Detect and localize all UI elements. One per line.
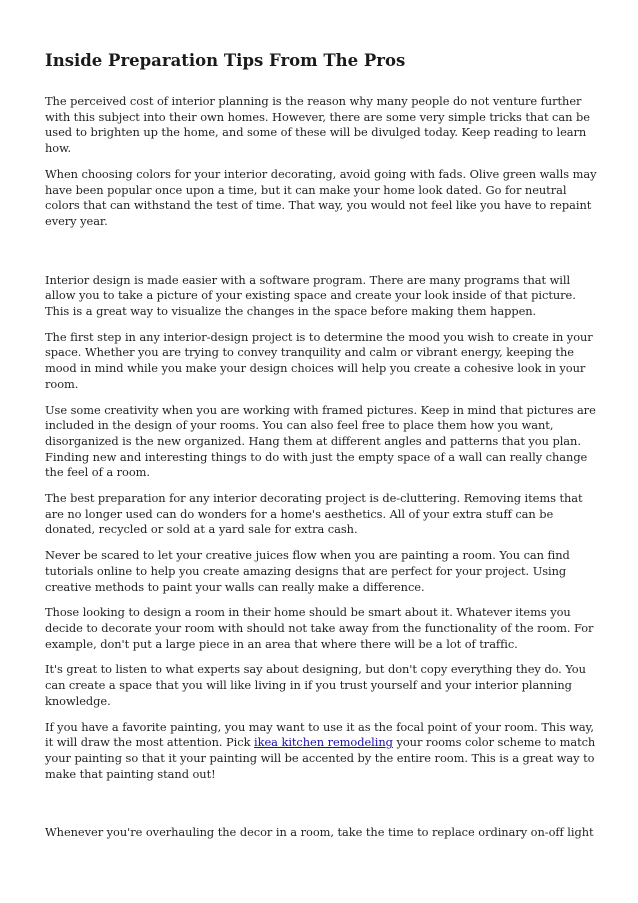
paragraph-intro: The perceived cost of interior planning is the reason why many people do not venture further with this subject into their own homes. However, there are some very simple tricks that can be used to brighten up the home, and some of these will be divulged today. Keep reading to learn how.	[45, 94, 590, 156]
paragraph-software: Interior design is made easier with a software program. There are many programs that will allow you to take a picture of your existing space and create your look inside of that picture. This is a great way to visualize the changes in the space before making them happen.	[45, 272, 576, 319]
paragraph-text-after-link: your rooms color scheme to match your painting so that it your painting will be accented by the entire room. This is a great way to make that painting stand out!	[45, 735, 596, 781]
blank-spacer	[45, 240, 597, 273]
blank-spacer-2	[45, 792, 597, 825]
paragraph-text-before-link: If you have a favorite painting, you may want to use it as the focal point of your room. This way, it will draw the most attention. Pick	[45, 719, 594, 750]
paragraph-framed-pictures: Use some creativity when you are working with framed pictures. Keep in mind that pictures are included in the design of your rooms. You can also feel free to place them how you want, disorganized is the new organized. Hang them at different angles and patterns that you plan. Finding new and interesting things to do with just the empty space of a wall can really change the feel of a room.	[45, 402, 596, 480]
paragraph-decluttering: The best preparation for any interior decorating project is de-cluttering. Removing items that are no longer used can do wonders for a home's aesthetics. All of your extra stuff can be donated, recycled or sold at a yard sale for extra cash.	[45, 491, 583, 537]
ikea-kitchen-remodeling-link[interactable]: ikea kitchen remodeling	[254, 735, 393, 750]
paragraph-experts: It's great to listen to what experts say about designing, but don't copy everything they do. You can create a space that you will like living in if you trust yourself and your interior planning knowledge.	[45, 662, 586, 708]
document-page	[45, 50, 597, 851]
paragraph-mood: The first step in any interior-design project is to determine the mood you wish to create in your space. Whether you are trying to convey tranquility and calm or vibrant energy, keeping the mood in mind while you make your design choices will help you create a cohesive look in your room.	[45, 329, 593, 391]
paragraph-colors: When choosing colors for your interior decorating, avoid going with fads. Olive green walls may have been popular once upon a time, but it can make your home look dated. Go for neutral colors that can withstand the test of time. That way, you would not feel like you have to repaint every year.	[45, 166, 597, 228]
paragraph-favorite-painting	[45, 720, 597, 783]
paragraph-functionality: Those looking to design a room in their home should be smart about it. Whatever items you decide to decorate your room with should not take away from the functionality of the room. For example, don't put a large piece in an area that where there will be a lot of traffic.	[45, 605, 594, 651]
paragraph-lighting: Whenever you're overhauling the decor in a room, take the time to replace ordinary on-off light	[45, 825, 594, 840]
paragraph-painting-room: Never be scared to let your creative juices flow when you are painting a room. You can find tutorials online to help you create amazing designs that are perfect for your project. Using creative methods to paint your walls can really make a difference.	[45, 548, 570, 594]
page-title: Inside Preparation Tips From The Pros	[45, 51, 406, 70]
